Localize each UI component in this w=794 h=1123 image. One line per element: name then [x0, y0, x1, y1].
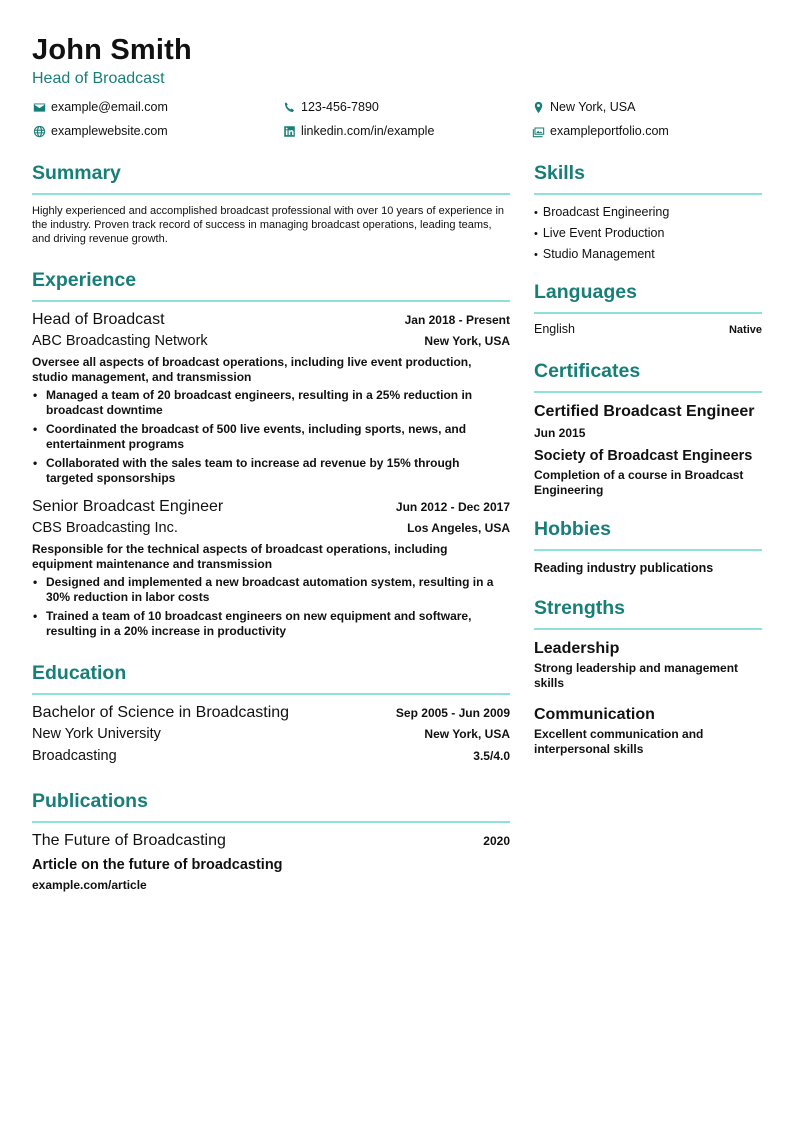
list-item: • Collaborated with the sales team to increase ad revenue by 15% through targeted sponsorships: [32, 456, 510, 486]
skills-section: [534, 160, 762, 265]
section-divider: [32, 193, 510, 195]
contact-portfolio[interactable]: exampleportfolio.com: [531, 122, 762, 140]
publication-link[interactable]: example.com/article: [32, 878, 147, 892]
phone-icon: [282, 100, 296, 114]
certificates-section: [534, 358, 762, 498]
skill-item: • Studio Management: [534, 244, 762, 265]
portfolio-icon: [531, 124, 545, 138]
job-title: Head of Broadcast: [32, 311, 165, 328]
summary-section: [32, 160, 510, 246]
linkedin-icon: [282, 124, 296, 138]
section-divider: [32, 300, 510, 302]
achievement-list: [32, 388, 510, 486]
section-divider: [32, 693, 510, 695]
contact-list: [32, 98, 762, 140]
resume-page: [32, 32, 762, 892]
achievement-list: [32, 575, 510, 639]
job-description: Responsible for the technical aspects of broadcast operations, including equipment maintenance and transmission: [32, 542, 448, 571]
list-item: • Coordinated the broadcast of 500 live events, including sports, news, and entertainment programs: [32, 422, 510, 452]
education-heading: Education: [32, 662, 127, 684]
section-divider: [534, 312, 762, 314]
location-pin-icon: [531, 100, 545, 114]
strengths-section: [534, 595, 762, 757]
experience-section: [32, 267, 510, 639]
section-divider: [534, 193, 762, 195]
email-icon: [32, 100, 46, 114]
section-divider: [534, 549, 762, 551]
section-divider: [32, 821, 510, 823]
section-divider: [534, 628, 762, 630]
left-column: [32, 160, 510, 893]
languages-heading: Languages: [534, 281, 637, 303]
certificate-date: Jun 2015: [534, 426, 586, 440]
strengths-heading: Strengths: [534, 597, 626, 619]
summary-text: Highly experienced and accomplished broadcast professional with over 10 years of experience in the industry. Proven track record of success in managing broadcast operations, leading teams, and driving revenue growth.: [32, 205, 505, 245]
hobby-item: Reading industry publications: [534, 561, 714, 575]
strength-name: Leadership: [534, 640, 620, 657]
strength-description: Excellent communication and interpersonal skills: [534, 727, 704, 756]
globe-icon: [32, 124, 46, 138]
strength-name: Communication: [534, 706, 655, 723]
list-item: • Designed and implemented a new broadcast automation system, resulting in a 30% reduction in labor costs: [32, 575, 510, 605]
publication-description: Article on the future of broadcasting: [32, 857, 283, 873]
right-column: [534, 160, 762, 757]
education-date: Sep 2005 - Jun 2009: [395, 706, 510, 720]
school-name: New York University: [32, 726, 161, 742]
certificate-description: Completion of a course in Broadcast Engineering: [534, 468, 744, 497]
contact-linkedin[interactable]: linkedin.com/in/example: [282, 122, 531, 140]
contact-phone[interactable]: 123-456-7890: [282, 98, 531, 116]
job-date: Jun 2012 - Dec 2017: [395, 500, 510, 514]
experience-heading: Experience: [32, 269, 137, 291]
degree-name: Bachelor of Science in Broadcasting: [32, 704, 290, 721]
job-date: Jan 2018 - Present: [404, 313, 510, 327]
publications-section: [32, 788, 510, 893]
job-location: New York, USA: [424, 334, 510, 348]
publication-title: The Future of Broadcasting: [32, 832, 226, 849]
languages-section: [534, 279, 762, 342]
skills-heading: Skills: [534, 162, 585, 184]
language-level: Native: [728, 324, 762, 336]
certificate-name: Certified Broadcast Engineer: [534, 403, 755, 420]
company-name: ABC Broadcasting Network: [32, 333, 208, 349]
company-name: CBS Broadcasting Inc.: [32, 520, 178, 536]
hobbies-heading: Hobbies: [534, 518, 611, 540]
field-of-study: Broadcasting: [32, 748, 117, 764]
list-item: • Trained a team of 10 broadcast engineers on new equipment and software, resulting in a 20% increase in productivity: [32, 609, 510, 639]
job-location: Los Angeles, USA: [407, 521, 510, 535]
school-location: New York, USA: [424, 727, 510, 741]
certificate-issuer: Society of Broadcast Engineers: [534, 448, 753, 464]
experience-entry: [32, 498, 510, 639]
job-title: Senior Broadcast Engineer: [32, 498, 224, 515]
certificates-heading: Certificates: [534, 360, 641, 382]
candidate-role: Head of Broadcast: [32, 70, 165, 87]
candidate-name: John Smith: [32, 34, 192, 66]
list-item: • Managed a team of 20 broadcast engineers, resulting in a 25% reduction in broadcast downtime: [32, 388, 510, 418]
strength-description: Strong leadership and management skills: [534, 661, 739, 690]
language-name: English: [534, 322, 575, 336]
experience-entry: [32, 311, 510, 486]
publication-year: 2020: [483, 834, 510, 848]
gpa: 3.5/4.0: [473, 749, 510, 763]
contact-email[interactable]: example@email.com: [32, 98, 282, 116]
job-description: Oversee all aspects of broadcast operations, including live event production, studio management, and transmission: [32, 355, 472, 384]
summary-heading: Summary: [32, 162, 121, 184]
hobbies-section: [534, 516, 762, 577]
contact-website[interactable]: examplewebsite.com: [32, 122, 282, 140]
skill-item: • Broadcast Engineering: [534, 202, 762, 223]
publications-heading: Publications: [32, 790, 148, 812]
contact-location: New York, USA: [531, 98, 762, 116]
skill-item: • Live Event Production: [534, 223, 762, 244]
section-divider: [534, 391, 762, 393]
education-section: [32, 660, 510, 770]
